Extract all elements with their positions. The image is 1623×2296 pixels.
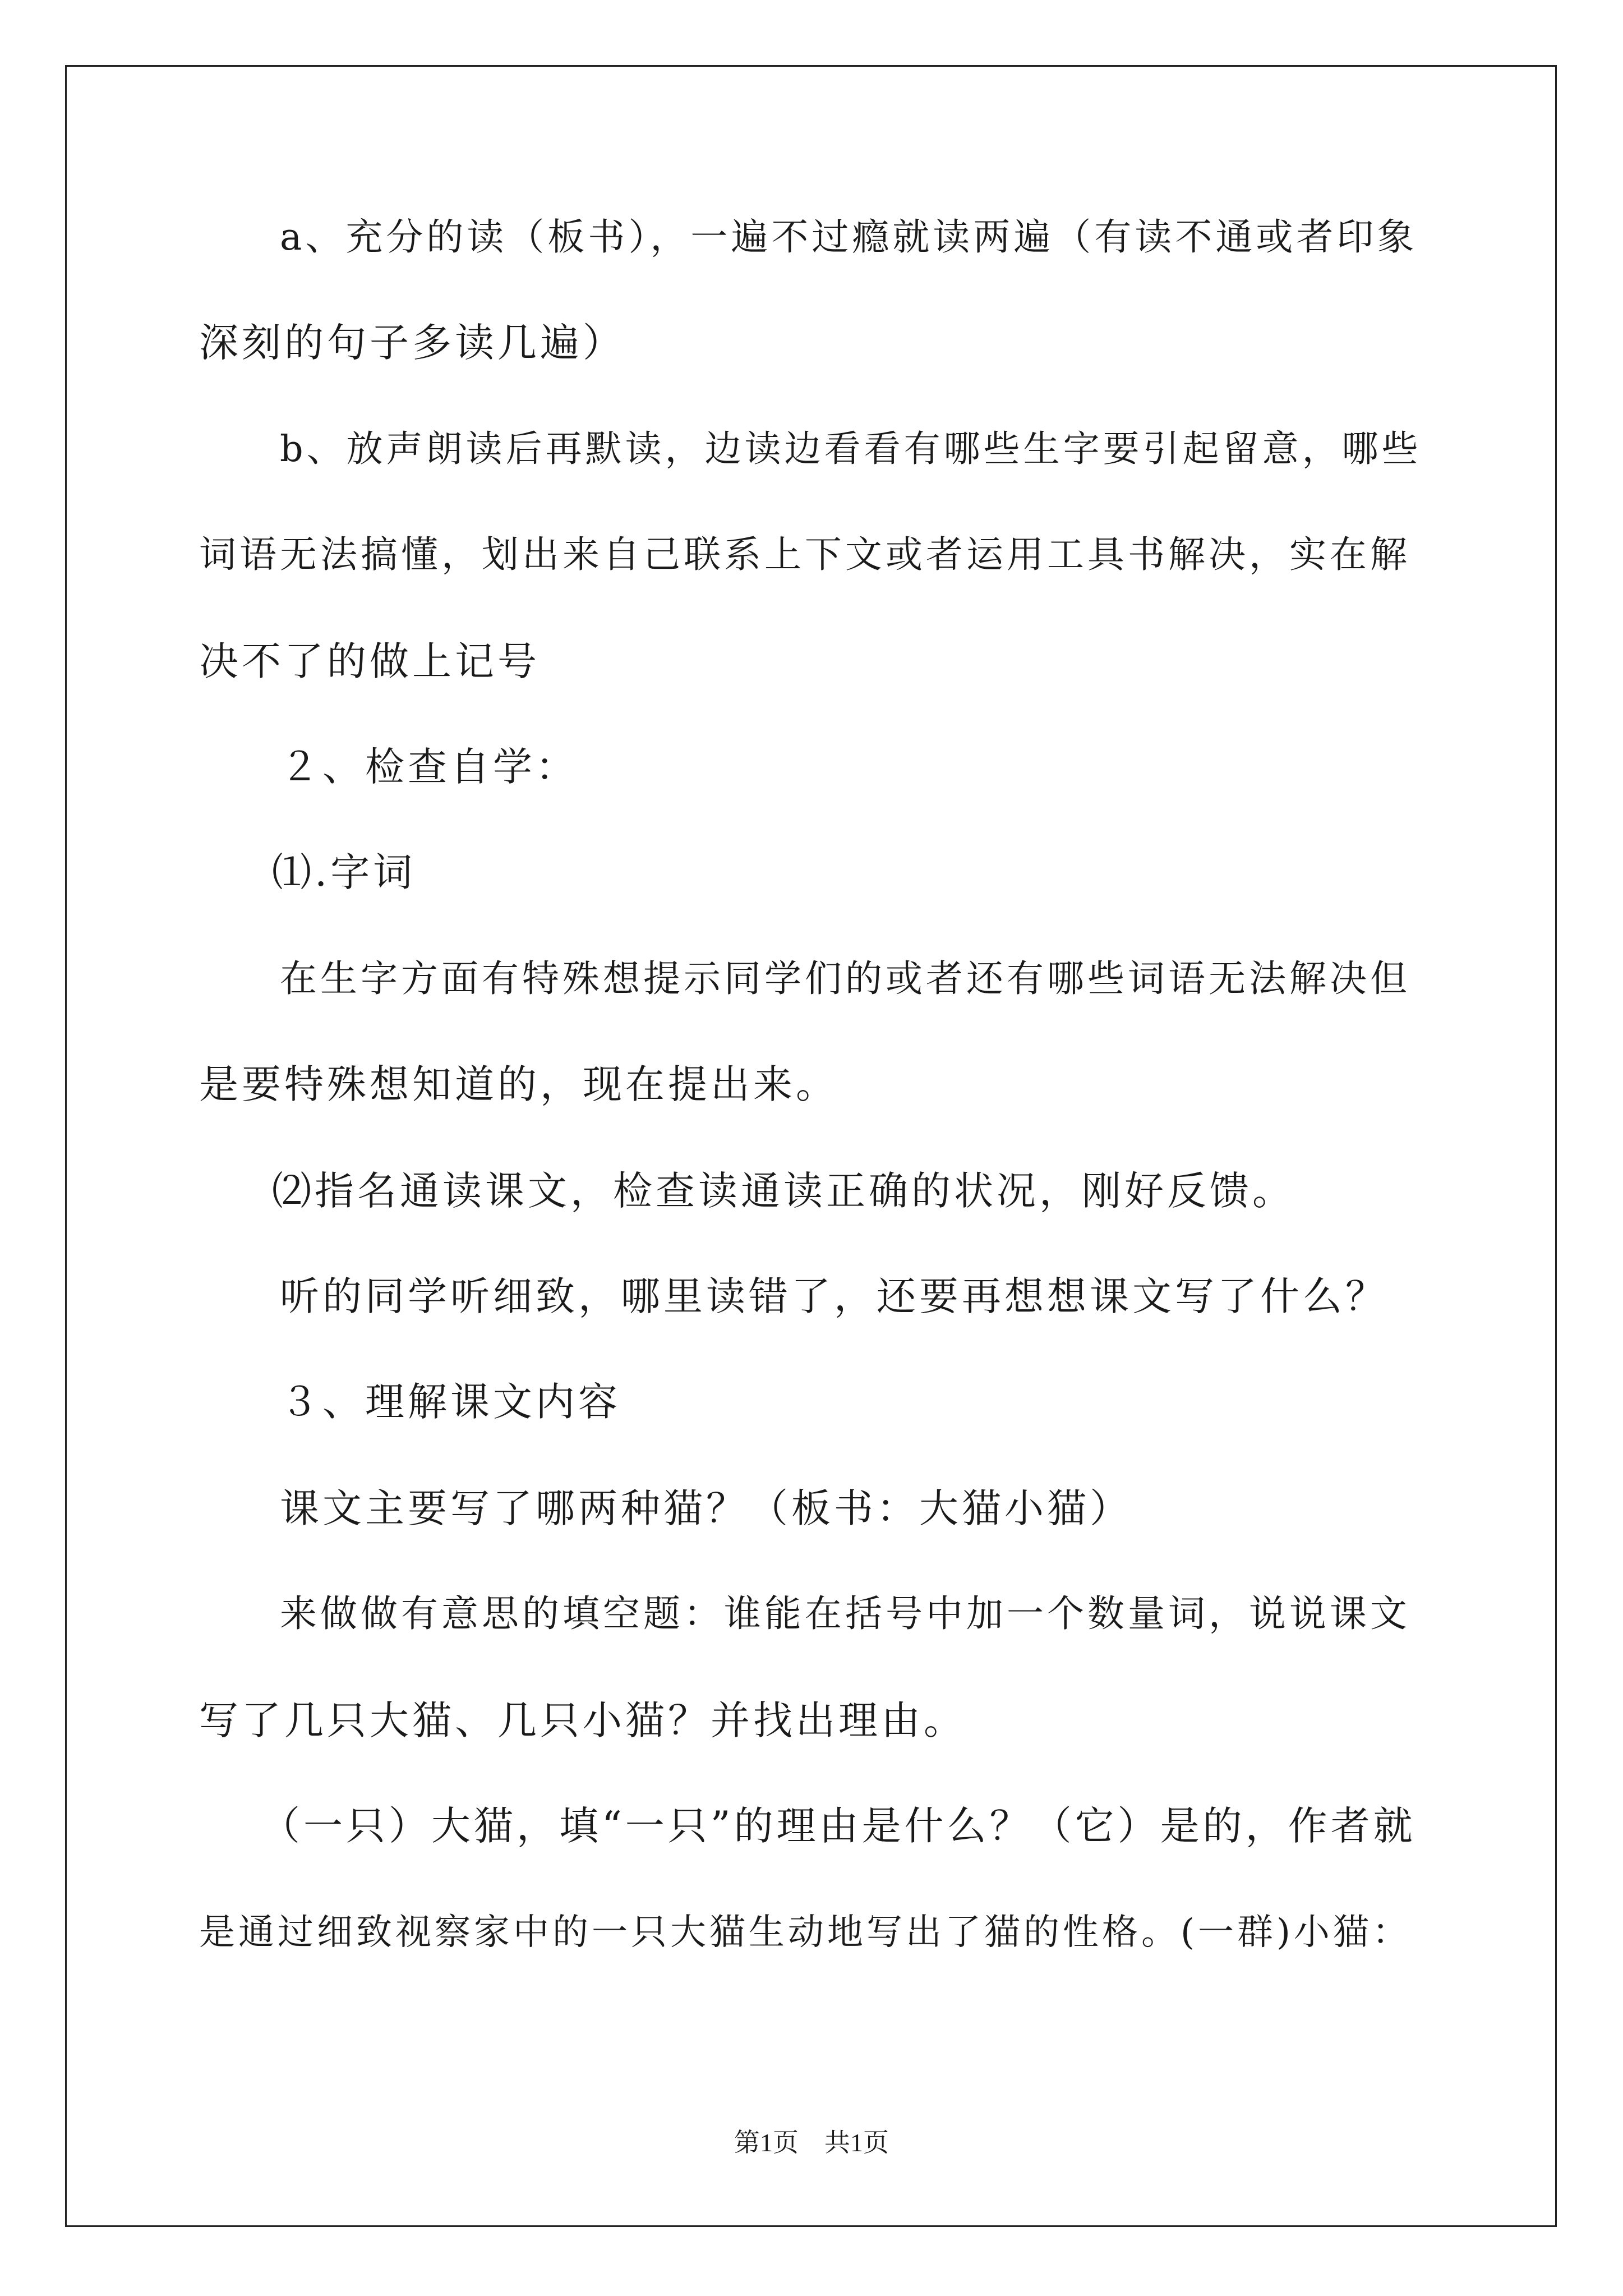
paragraph-line: a、充分的读（板书），一遍不过瘾就读两遍（有读不通或者印象 (280, 215, 1418, 259)
page-border (65, 65, 1557, 2227)
paragraph-line: 写了几只大猫、几只小猫？并找出理由。 (199, 1697, 966, 1743)
paragraph-line: 深刻的句子多读几遍） (199, 320, 625, 366)
paragraph-line: b、放声朗读后再默读，边读边看看有哪些生字要引起留意，哪些 (280, 428, 1422, 470)
paragraph-line: （一只）大猫，填“一只”的理由是什么？（它）是的，作者就 (261, 1803, 1416, 1849)
page-footer: 第1页 共1页 (734, 2128, 889, 2157)
section-heading: ３、理解课文内容 (280, 1379, 621, 1425)
paragraph-line: 是要特殊想知道的，现在提出来。 (199, 1061, 838, 1107)
paragraph-line: 课文主要写了哪两种猫？（板书：大猫小猫） (280, 1485, 1132, 1531)
paragraph-line: 决不了的做上记号 (199, 638, 540, 684)
paragraph-line: ⑵指名通读课文，检查读通读正确的状况，刚好反馈。 (272, 1168, 1295, 1214)
subsection-heading: ⑴.字词 (272, 849, 416, 895)
paragraph-line: 在生字方面有特殊想提示同学们的或者还有哪些词语无法解决但 (280, 957, 1410, 1000)
paragraph-line: 是通过细致视察家中的一只大猫生动地写出了猫的性格。(一群)小猫： (199, 1912, 1412, 1953)
section-heading: ２、检查自学： (280, 744, 578, 790)
paragraph-line: 来做做有意思的填空题：谁能在括号中加一个数量词，说说课文 (280, 1592, 1410, 1635)
paragraph-line: 词语无法搞懂，划出来自己联系上下文或者运用工具书解决，实在解 (199, 533, 1410, 576)
paragraph-line: 听的同学听细致，哪里读错了，还要再想想课文写了什么？ (280, 1273, 1388, 1319)
